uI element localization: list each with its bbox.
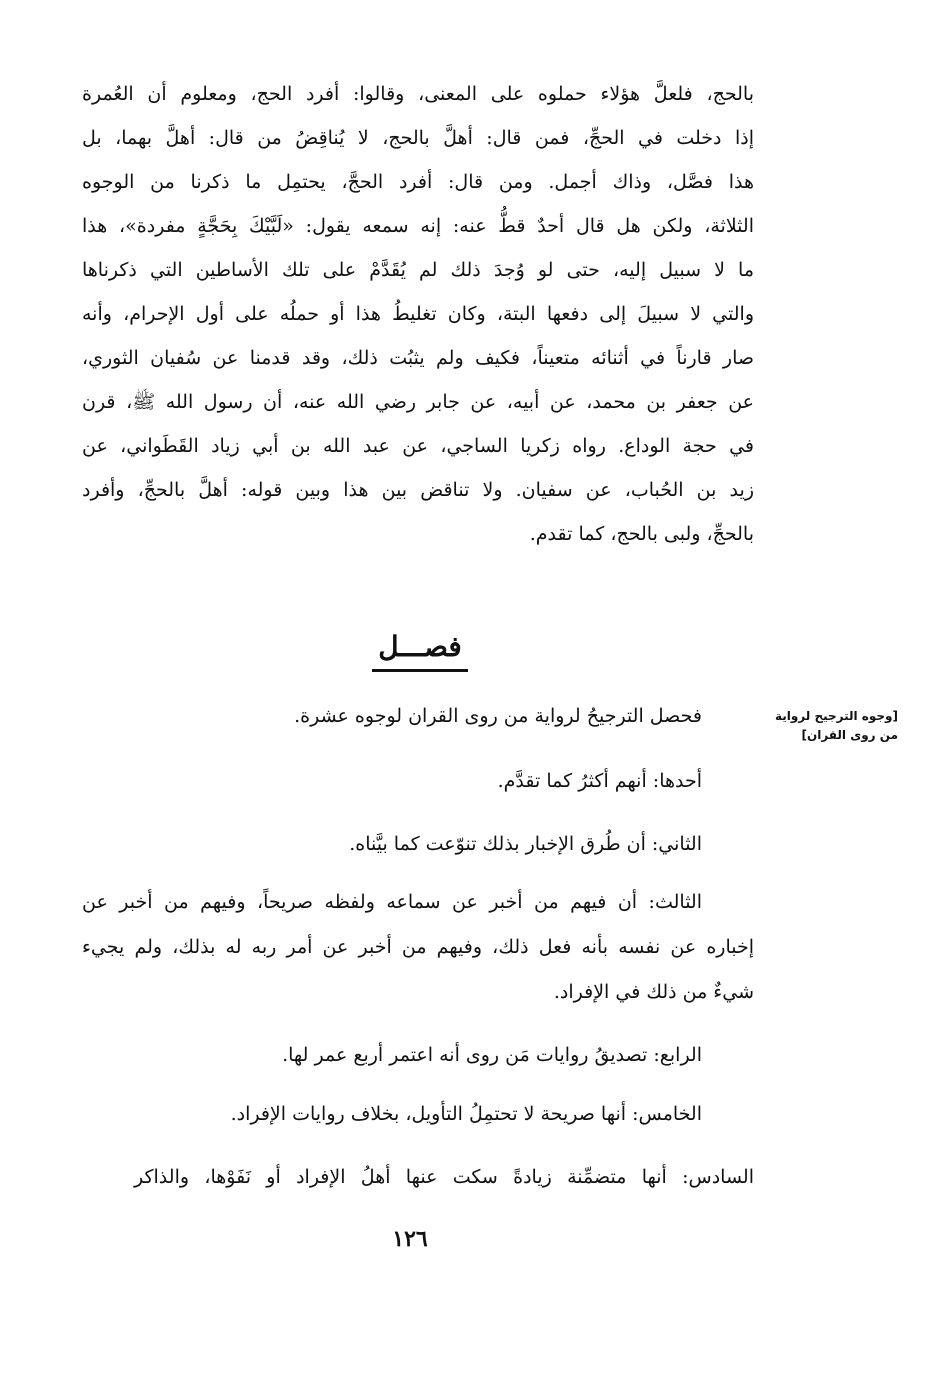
text-line: شيءٌ من ذلك في الإفراد. (553, 981, 754, 1003)
text-line: الثالث: أن فيهم من أخبر عن سماعه ولفظه صريحاً، وفيهم من أخبر عن (82, 891, 702, 913)
intro-paragraph: فحصل الترجيحُ لرواية من روى القران لوجوه عشرة. (294, 705, 702, 727)
reason-first: أحدها: أنهم أكثرُ كما تقدَّم. (497, 770, 702, 792)
text-line: ما لا سبيل إليه، حتى لو وُجدَ ذلك لم يُقَدَّمْ على تلك الأساطين التي ذكرناها (82, 259, 754, 281)
text-line: والتي لا سبيلَ إلى دفعها البتة، وكان تغليطُ هذا أو حملُه على أول الإحرام، وأنه (82, 303, 754, 325)
section-heading-text: فصـــل (372, 625, 467, 672)
margin-note: [وجوه الترجيح لرواية من روى القران] (774, 709, 898, 742)
reason-sixth: السادس: أنها متضمِّنة زيادةً سكت عنها أهلُ الإفراد أو نَفَوْها، والذاكر (134, 1166, 754, 1188)
text-line: في حجة الوداع. رواه زكريا الساجي، عن عبد الله بن أبي زياد القَطَواني، عن (82, 435, 755, 457)
reason-second: الثاني: أن طُرق الإخبار بذلك تنوّعت كما بيَّناه. (349, 833, 702, 855)
text-line: صار قارناً في أثنائه متعيناً، فكيف ولم يثبُت ذلك، وقد قدمنا عن سُفيان الثوري، (82, 347, 754, 369)
page-number: ١٢٦ (392, 1226, 428, 1252)
reason-fourth: الرابع: تصديقُ روايات مَن روى أنه اعتمر أربع عمر لها. (282, 1044, 702, 1066)
text-line: الثلاثة، ولكن هل قال أحدٌ قطُّ عنه: إنه سمعه يقول: «لَبَّيْكَ بِحَجَّةٍ مفردة»، هذا (82, 215, 754, 237)
text-line: عن جعفر بن محمد، عن أبيه، عن جابر رضي الله عنه، أن رسول الله ﷺ، قرن (82, 391, 754, 413)
text-line: بالحج، فلعلَّ هؤلاء حملوه على المعنى، وقالوا: أفرد الحج، ومعلوم أن العُمرة (82, 83, 754, 105)
reason-fifth: الخامس: أنها صريحة لا تحتمِلُ التأويل، بخلاف روايات الإفراد. (230, 1103, 702, 1125)
text-line: بالحجِّ، ولبى بالحج، كما تقدم. (529, 523, 754, 545)
text-line: زيد بن الحُباب، عن سفيان. ولا تناقض بين هذا وبين قوله: أهلَّ بالحجِّ، وأفرد (82, 479, 754, 501)
text-line: إخباره عن نفسه بأنه فعل ذلك، وفيهم من أخبر عن أمر ربه له بذلك، ولم يجيء (82, 936, 754, 958)
text-line: هذا فصَّل، وذاك أجمل. ومن قال: أفرد الحجَّ، يحتمِل ما ذكرنا من الوجوه (82, 171, 754, 193)
section-heading (0, 625, 840, 672)
text-line: إذا دخلت في الحجِّ، فمن قال: أهلَّ بالحج، لا يُناقِضُ من قال: أهلَّ بهما، بل (82, 127, 754, 149)
